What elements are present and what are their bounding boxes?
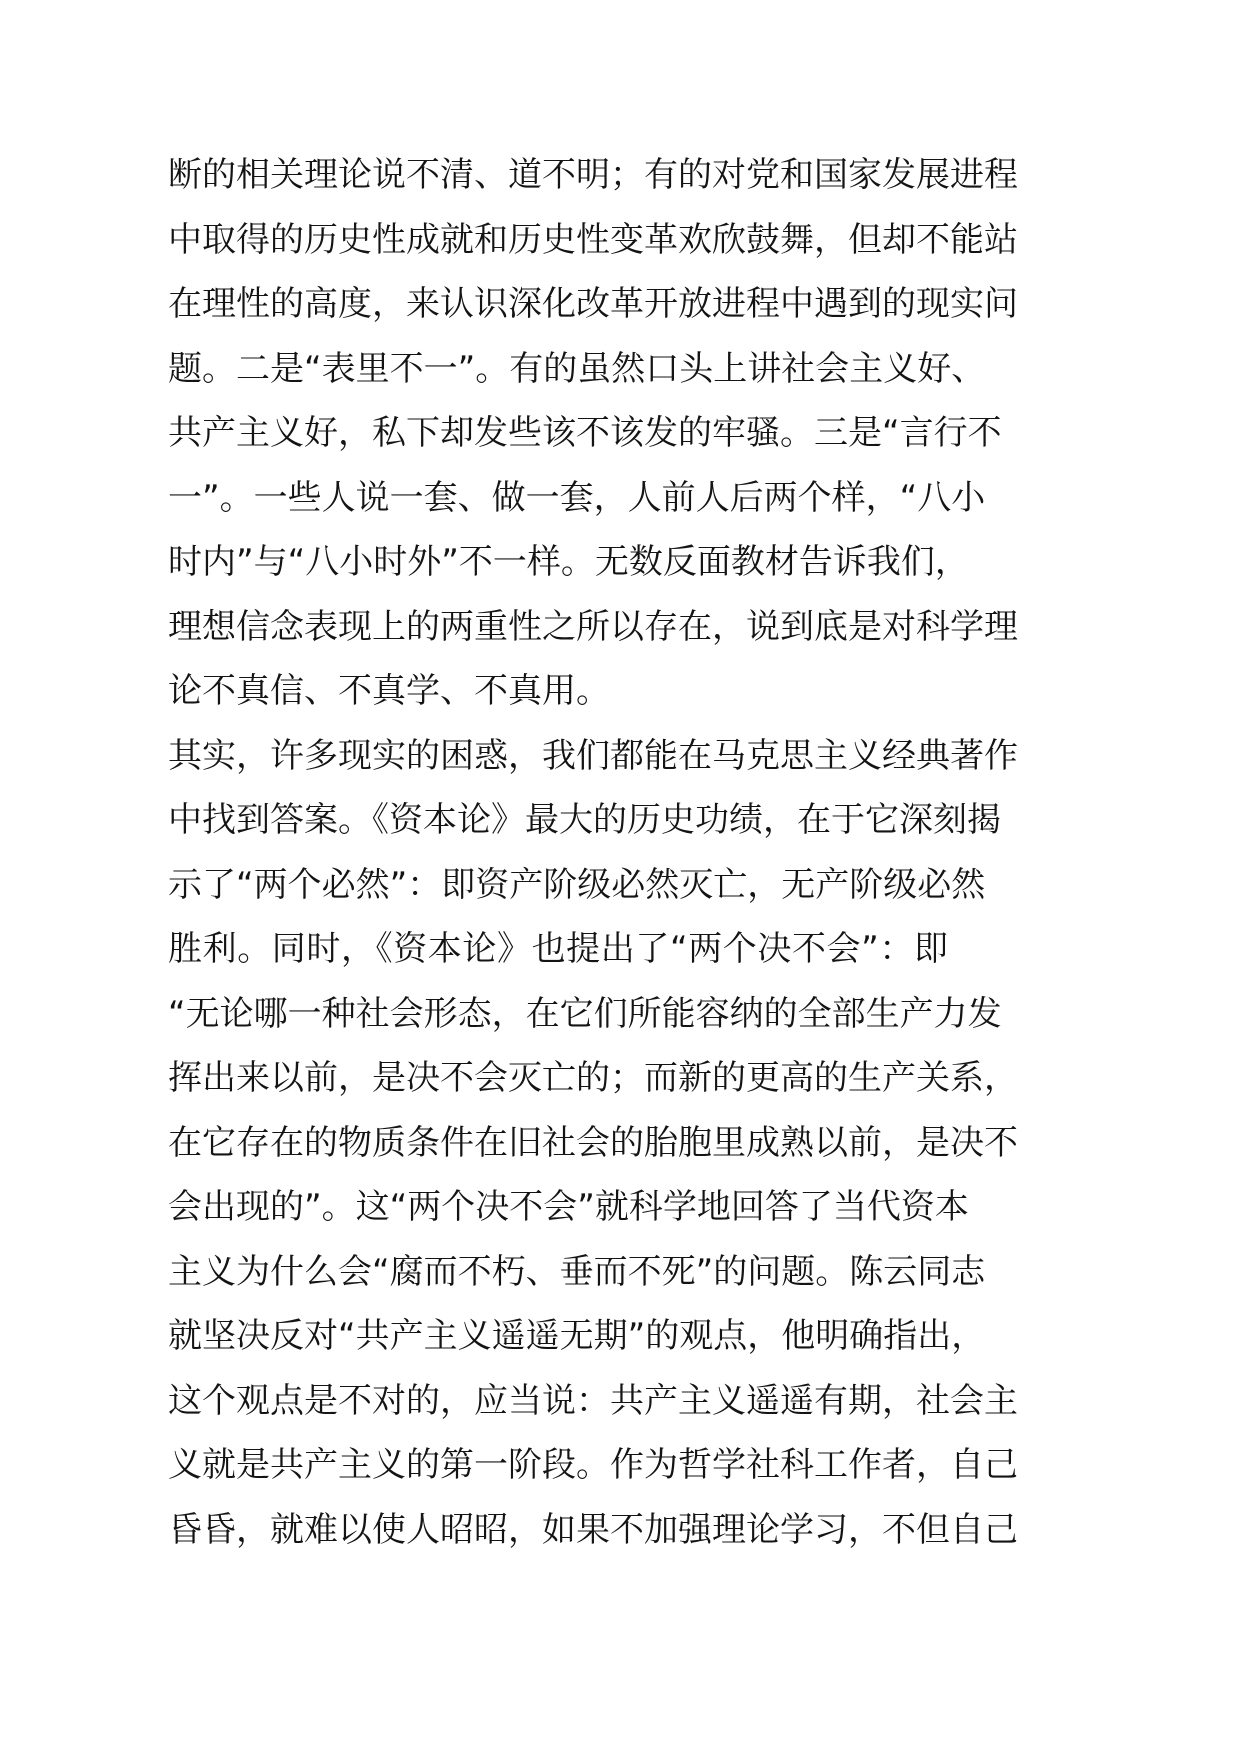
body-text <box>168 143 1018 1562</box>
text-line: 挥出来以前，是决不会灭亡的；而新的更高的生产关系， <box>168 1058 1018 1098</box>
text-line: 共产主义好，私下却发些该不该发的牢骚。三是“言行不 <box>168 413 1002 453</box>
text-line: 其实，许多现实的困惑，我们都能在马克思主义经典著作 <box>168 735 1018 776</box>
text-line: 昏昏，就难以使人昭昭，如果不加强理论学习，不但自己 <box>168 1509 1018 1550</box>
text-line: 论不真信、不真学、不真用。 <box>168 671 610 711</box>
text-line: 在它存在的物质条件在旧社会的胎胞里成熟以前，是决不 <box>168 1122 1018 1163</box>
paragraph-2 <box>168 724 1018 1563</box>
text-line: 义就是共产主义的第一阶段。作为哲学社科工作者，自己 <box>168 1445 1018 1485</box>
paragraph-1 <box>168 143 1018 724</box>
text-line: 一”。一些人说一套、做一套，人前人后两个样，“八小 <box>168 477 986 518</box>
text-line: “无论哪一种社会形态，在它们所能容纳的全部生产力发 <box>168 993 1002 1034</box>
text-line: 时内”与“八小时外”不一样。无数反面教材告诉我们， <box>168 542 969 582</box>
text-line: 理想信念表现上的两重性之所以存在，说到底是对科学理 <box>168 606 1018 647</box>
text-line: 示了“两个必然”：即资产阶级必然灭亡，无产阶级必然 <box>168 864 986 905</box>
text-line: 中找到答案。《资本论》最大的历史功绩，在于它深刻揭 <box>168 800 1001 840</box>
text-line: 会出现的”。这“两个决不会”就科学地回答了当代资本 <box>168 1187 969 1227</box>
text-line: 题。二是“表里不一”。有的虽然口头上讲社会主义好、 <box>168 348 986 389</box>
text-line: 胜利。同时，《资本论》也提出了“两个决不会”：即 <box>168 929 948 969</box>
text-line: 就坚决反对“共产主义遥遥无期”的观点，他明确指出， <box>168 1316 986 1356</box>
text-line: 在理性的高度，来认识深化改革开放进程中遇到的现实问 <box>168 284 1018 324</box>
text-line: 主义为什么会“腐而不朽、垂而不死”的问题。陈云同志 <box>168 1251 986 1292</box>
text-line: 这个观点是不对的，应当说：共产主义遥遥有期，社会主 <box>168 1380 1018 1421</box>
text-line: 中取得的历史性成就和历史性变革欢欣鼓舞，但却不能站 <box>168 219 1018 260</box>
text-line: 断的相关理论说不清、道不明；有的对党和国家发展进程 <box>168 155 1018 195</box>
